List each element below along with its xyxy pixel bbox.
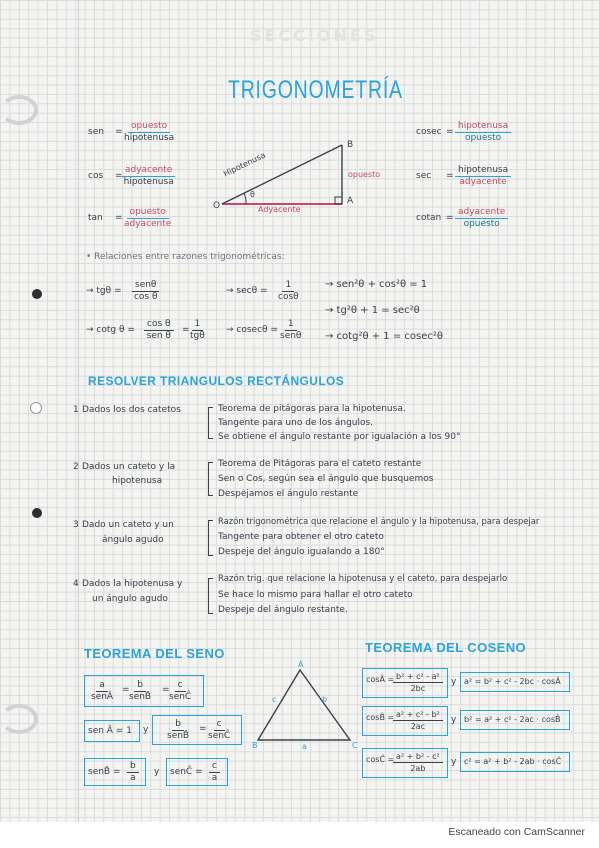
vertex-a: A [347,196,354,206]
equals-sign: = [446,171,454,181]
fraction [393,671,443,694]
denominator: cosθ [278,292,299,302]
fraction [132,280,159,303]
fn-label: sen [88,127,104,137]
coseno-heading: TEOREMA DEL COSENO [365,640,527,655]
relations-heading: • Relaciones entre razones trigonométricas: [86,252,285,262]
denominator: senB̂ [129,692,152,702]
binder-hole [32,289,42,299]
fn-label: cosec [416,127,442,137]
seno-line3-box [84,758,146,786]
numerator: b [172,719,184,731]
header-ghost-label: SECCIONES [250,26,379,45]
case-name-2: ángulo agudo [102,535,164,545]
equals-sign: = [122,685,130,695]
case-name: Dados los dos catetos [82,405,181,415]
fraction [455,207,508,230]
fraction [280,319,301,342]
vertex-b: B [347,140,354,150]
fraction [124,207,171,230]
denominator: 2bc [410,684,426,693]
seno-line2-fraction-box [152,715,242,745]
case-step: Se hace lo mismo para hallar el otro cateto [218,590,413,600]
fraction [124,121,174,144]
case-step: Teorema de pitágoras para la hipotenusa. [218,404,406,414]
vertex-o: O [213,201,221,211]
numerator: c [214,719,225,731]
equals-sign: = [162,685,170,695]
fraction [129,680,151,703]
side-b: b [322,695,328,704]
case-step: Sen o Cos, según sea el ángulo que busquemos [218,474,434,484]
fraction [278,280,299,303]
binder-ring-bottom [0,704,38,734]
seno-line3-box-2 [166,758,228,786]
denominator: senÂ [91,692,114,702]
relation-lhs: → cosecθ = [226,325,278,335]
case-step: Tangente para uno de los ángulos. [218,418,374,428]
identity-1: → sen²θ + cos²θ = 1 [325,279,428,290]
numerator: 1 [285,319,297,331]
equals-sign: = [115,171,123,181]
coseno-rhs: a² = b² + c² - 2bc · cosÂ [464,677,561,686]
numerator: a² + c² - b² [393,709,443,721]
fraction [393,709,443,732]
fraction [455,165,511,188]
denominator: adyacente [124,219,172,229]
general-triangle-figure [250,660,360,752]
relation-lhs: → cotg θ = [86,325,135,335]
fraction [393,751,443,774]
fraction [208,719,230,742]
case-number: 1 [73,405,79,415]
numerator: hipotenusa [455,121,511,133]
seno-line3-lhs2: senĈ = [170,767,203,777]
angle-arc [244,193,246,204]
denominator: a [211,773,218,783]
denominator: adyacente [459,177,507,187]
case-step: Teorema de Pitágoras para el cateto restante [218,459,422,469]
numerator: senθ [132,280,159,292]
numerator: b [127,761,139,773]
numerator: b [134,680,146,692]
coseno-rhs-box [460,752,570,772]
vertex-A: A [298,660,304,669]
case-step: Despejamos el ángulo restante [218,489,359,499]
seno-line3-lhs: senB̂ = [88,767,121,777]
fn-label: cotan [416,213,442,223]
fraction [127,761,139,784]
denominator: senB̂ [167,731,190,741]
numerator: hipotenusa [455,165,511,177]
seno-line2-lhs: sen Â = 1 [88,726,132,736]
relation-lhs: → secθ = [226,286,268,296]
denominator: cos θ [133,292,158,302]
binder-hole [32,508,42,518]
case-name: Dados un cateto y la [82,462,176,472]
hypotenuse-label: Hipotenusa [222,150,267,179]
seno-main-box [84,675,204,707]
numerator: a [96,680,108,692]
denominator: hipotenusa [123,177,174,187]
numerator: cos θ [144,319,174,331]
case-name-2: hipotenusa [112,476,163,486]
equals-sign: = [199,724,207,734]
brace [208,520,213,556]
fraction [91,680,113,703]
identity-3: → cotg²θ + 1 = cosec²θ [325,331,444,342]
identity-2: → tg²θ + 1 = sec²θ [325,305,420,316]
y-connector: y [451,757,457,767]
coseno-lhs: cosB̂ = [366,713,395,722]
case-step: Razón trig. que relacione la hipotenusa y el cateto, para despejarlo [218,574,508,584]
numerator: c [209,761,220,773]
numerator: opuesto [127,207,169,219]
fraction [144,319,174,342]
numerator: 1 [282,280,294,292]
page-title: TRIGONOMETRÍA [228,76,403,104]
case-number: 3 [73,520,79,530]
coseno-lhs: cosĈ = [366,755,395,764]
fn-label: cos [88,171,104,181]
triangle-shape [258,670,350,740]
numerator: 1 [192,319,204,331]
coseno-rhs: c² = a² + b² - 2ab · cosĈ [464,757,562,766]
denominator: senθ [280,331,302,341]
fraction [122,165,175,188]
coseno-rhs: b² = a² + c² - 2ac · cosB̂ [464,715,561,724]
denominator: tgθ [190,331,205,341]
right-angle-mark [335,197,342,204]
denominator: hipotenusa [124,133,175,143]
denominator: opuesto [463,219,500,229]
coseno-fraction-box [362,668,448,698]
equals-sign: = [182,325,190,335]
fraction [169,680,191,703]
numerator: adyacente [122,165,175,177]
coseno-rhs-box [460,710,570,730]
equals-sign: = [446,127,454,137]
numerator: c [175,680,186,692]
coseno-fraction-box [362,748,448,778]
brace [208,578,213,614]
equals-sign: = [446,213,454,223]
case-name: Dados la hipotenusa y [82,579,183,589]
denominator: 2ac [410,722,426,731]
brace [208,462,213,496]
case-step: Razón trigonométrica que relacione el ángulo y la hipotenusa, para despejar [218,516,540,526]
y-connector: y [451,677,457,687]
denominator: senĈ [208,731,231,741]
binder-hole-empty [30,402,42,414]
fraction [455,121,511,144]
y-connector: y [143,725,149,735]
numerator: b² + c² - a² [393,671,443,683]
brace [208,407,213,439]
case-step: Se obtiene el ángulo restante por igualación a los 90° [218,432,461,442]
case-name-2: un ángulo agudo [92,594,168,604]
numerator: opuesto [128,121,170,133]
coseno-lhs: cosÂ = [366,675,395,684]
adjacent-label: Adyacente [258,205,301,214]
hypotenuse-side [222,145,342,204]
seno-heading: TEOREMA DEL SENO [84,646,225,661]
equals-sign: = [115,213,123,223]
case-step: Despeje del ángulo restante. [218,605,348,615]
denominator: sen θ [146,331,171,341]
right-triangle-figure [210,135,370,215]
case-name: Dado un cateto y un [82,520,174,530]
resolver-heading: RESOLVER TRIANGULOS RECTÁNGULOS [88,374,345,388]
denominator: senĈ [169,692,192,702]
angle-theta-label: θ [250,190,255,199]
numerator: a² + b² - c² [393,751,443,763]
side-a: a [302,742,307,751]
denominator: a [130,773,136,783]
opposite-label: opuesto [348,170,381,179]
case-step: Despeje del ángulo igualando a 180° [218,547,385,557]
denominator: opuesto [464,133,502,143]
y-connector: y [451,715,457,725]
relation-lhs: → tgθ = [86,286,122,296]
fraction-2 [190,319,205,342]
seno-line2-box [84,720,140,742]
case-number: 4 [73,579,79,589]
vertex-B: B [252,741,258,750]
fn-label: tan [88,213,103,223]
fraction [209,761,220,784]
binder-ring-top [0,95,38,125]
coseno-fraction-box [362,706,448,736]
case-step: Tangente para obtener el otro cateto [218,532,384,542]
vertex-C: C [352,741,358,750]
case-number: 2 [73,462,79,472]
fraction [167,719,189,742]
coseno-rhs-box [460,672,570,692]
y-connector: y [154,767,160,777]
scanner-footer: Escaneado con CamScanner [448,826,585,838]
fn-label: sec [416,171,432,181]
side-c: c [272,695,277,704]
numerator: adyacente [455,207,508,219]
equals-sign: = [115,127,123,137]
denominator: 2ab [410,764,426,773]
